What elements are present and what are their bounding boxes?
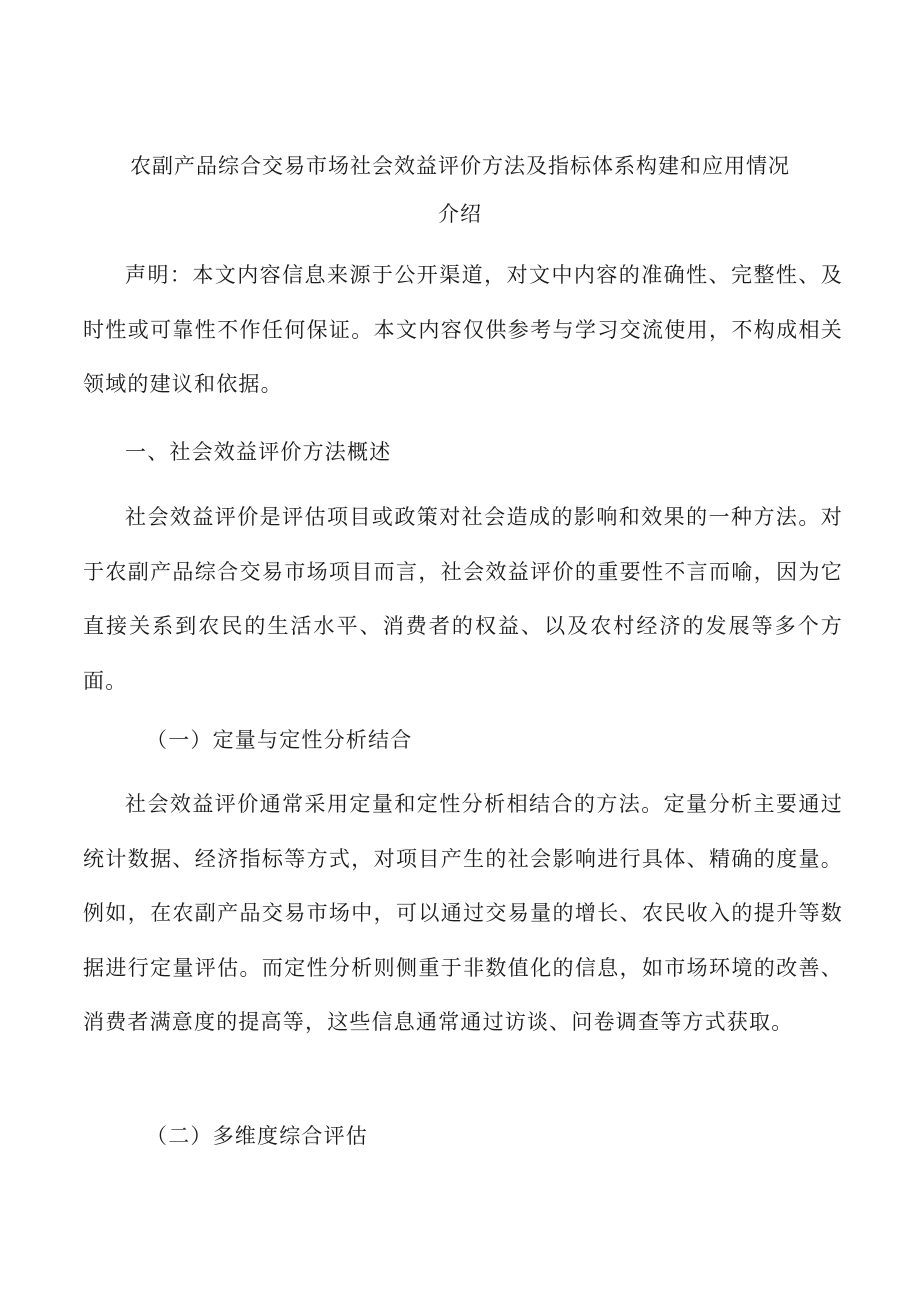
- document-title-line-2: 介绍: [438, 202, 482, 226]
- subsection-1-heading: （一）定量与定性分析结合: [146, 728, 413, 752]
- document-title-line-1: 农副产品综合交易市场社会效益评价方法及指标体系构建和应用情况: [130, 154, 790, 178]
- subsection-1-paragraph: 社会效益评价通常采用定量和定性分析相结合的方法。定量分析主要通过统计数据、经济指标等方式，对项目产生的社会影响进行具体、精确的度量。例如，在农副产品交易市场中，可以通过交易量的增长、农民收入的提升等数据进行定量评估。而定性分析则侧重于非数值化的信息，如市场环境的改善、消费者满意度的提高等，这些信息通常通过访谈、问卷调查等方式获取。: [83, 792, 843, 1034]
- section-1-paragraph: 社会效益评价是评估项目或政策对社会造成的影响和效果的一种方法。对于农副产品综合交易市场项目而言，社会效益评价的重要性不言而喻，因为它直接关系到农民的生活水平、消费者的权益、以及农村经济的发展等多个方面。: [83, 505, 843, 693]
- declaration-paragraph: 声明：本文内容信息来源于公开渠道，对文中内容的准确性、完整性、及时性或可靠性不作任何保证。本文内容仅供参考与学习交流使用，不构成相关领域的建议和依据。: [83, 263, 843, 396]
- section-1-heading: 一、社会效益评价方法概述: [125, 440, 392, 464]
- subsection-2-heading: （二）多维度综合评估: [146, 1124, 368, 1148]
